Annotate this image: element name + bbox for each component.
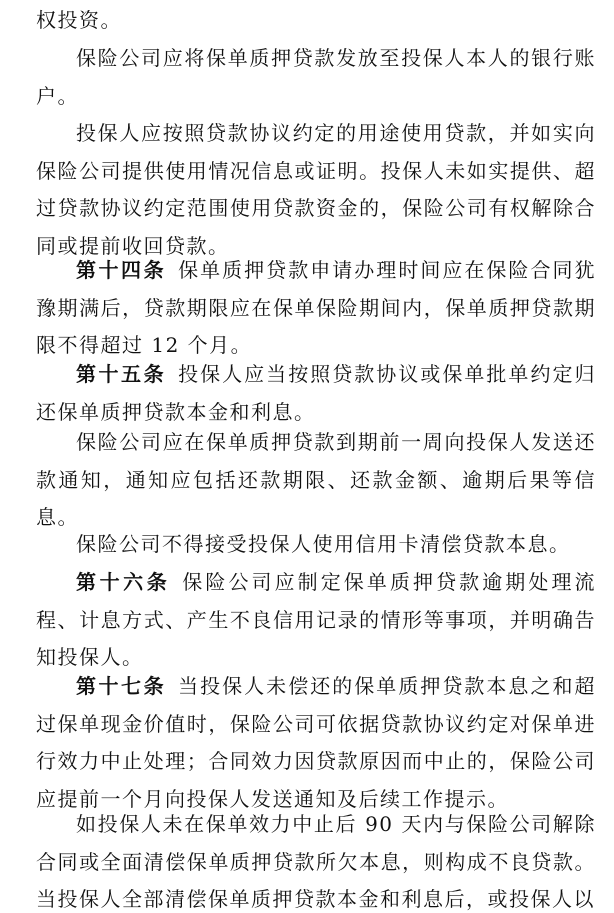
paragraph-text: 权投资。 [36, 8, 122, 32]
paragraph-credit-card-rule [36, 526, 596, 564]
paragraph-text: 保险公司应将保单质押贷款发放至投保人本人的银行账户。 [36, 46, 596, 108]
paragraph-loan-disbursement [36, 40, 596, 115]
article-number: 第十四条 [76, 258, 167, 282]
article-17 [36, 668, 596, 818]
article-text: 投保人应当按照贷款协议或保单批单约定归还保单质押贷款本金和利息。 [36, 362, 597, 424]
paragraph-bad-loan [36, 806, 596, 913]
paragraph-loan-usage [36, 115, 596, 265]
article-text: 保单质押贷款申请办理时间应在保险合同犹豫期满后，贷款期限应在保单保险期间内，保单质押贷款期限不得超过 12 个月。 [36, 258, 597, 357]
paragraph-continuation [36, 2, 596, 40]
paragraph-text: 保险公司应在保单质押贷款到期前一周向投保人发送还款通知，通知应包括还款期限、还款金额、逾期后果等信息。 [36, 430, 596, 529]
article-text: 保险公司应制定保单质押贷款逾期处理流程、计息方式、产生不良信用记录的情形等事项，并明确告知投保人。 [36, 570, 597, 669]
paragraph-text: 投保人应按照贷款协议约定的用途使用贷款，并如实向保险公司提供使用情况信息或证明。投保人未如实提供、超过贷款协议约定范围使用贷款资金的，保险公司有权解除合同或提前收回贷款。 [36, 121, 596, 258]
paragraph-text: 如投保人未在保单效力中止后 90 天内与保险公司解除合同或全面清偿保单质押贷款所欠本息，则构成不良贷款。当投保人全部清偿保单质押贷款本金和利息后，或投保人以 [36, 812, 596, 911]
article-16 [36, 564, 596, 677]
paragraph-repayment-notice [36, 424, 596, 537]
article-15 [36, 356, 596, 431]
paragraph-text: 保险公司不得接受投保人使用信用卡清偿贷款本息。 [76, 532, 571, 556]
article-text: 当投保人未偿还的保单质押贷款本息之和超过保单现金价值时，保险公司可依据贷款协议约定对保单进行效力中止处理；合同效力因贷款原因而中止的，保险公司应提前一个月向投保人发送通知及后续工作提示。 [36, 674, 597, 811]
article-number: 第十五条 [76, 362, 167, 386]
article-number: 第十七条 [76, 674, 167, 698]
article-14 [36, 252, 596, 365]
article-number: 第十六条 [76, 570, 171, 594]
